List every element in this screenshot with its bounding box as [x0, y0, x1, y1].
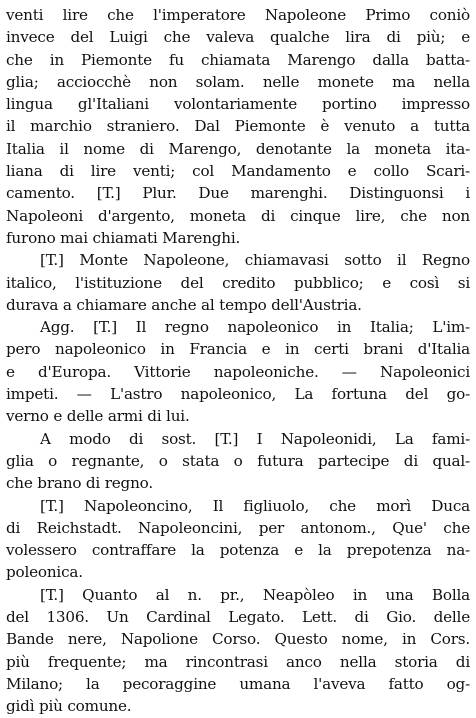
text-line-2: invece del Luigi che valeva qualche lira di più; e	[6, 28, 470, 47]
text-line-21: glia o regnante, o stata o futura partecipe di qual-	[6, 451, 470, 470]
text-line-22: che brano di regno.	[6, 474, 153, 493]
text-line-17: e d'Europa. Vittorie napoleoniche. — Napoleonici	[6, 362, 470, 381]
text-line-7: Italia il nome di Marengo, denotante la moneta ita-	[6, 139, 470, 158]
text-line-11: furono mai chiamati Marenghi.	[6, 228, 241, 247]
text-line-13: italico, l'istituzione del credito pubblico; e così si	[6, 273, 470, 292]
text-line-27: [T.] Quanto al n. pr., Neapòleo in una Bolla	[40, 585, 470, 604]
text-line-20: A modo di sost. [T.] I Napoleonidi, La fami-	[40, 429, 470, 448]
text-line-30: più frequente; ma rincontrasi anco nella storia di	[6, 652, 470, 671]
text-line-15: Agg. [T.] Il regno napoleonico in Italia; L'im-	[40, 318, 470, 337]
text-line-19: verno e delle armi di lui.	[6, 407, 190, 426]
text-line-4: glia; acciocchè non solam. nelle monete ma nella	[6, 72, 470, 91]
text-line-12: [T.] Monte Napoleone, chiamavasi sotto il Regno	[40, 251, 470, 270]
text-line-3: che in Piemonte fu chiamata Marengo dalla batta-	[6, 50, 470, 69]
text-line-31: Milano; la pecoraggine umana l'aveva fatto og-	[6, 674, 470, 693]
text-line-14: durava a chiamare anche al tempo dell'Austria.	[6, 295, 362, 314]
text-line-28: del 1306. Un Cardinal Legato. Lett. di Gio. delle	[6, 608, 470, 627]
text-line-32: gidì più comune.	[6, 697, 132, 716]
text-line-8: liana di lire venti; col Mandamento e collo Scari-	[6, 162, 470, 181]
text-line-6: il marchio straniero. Dal Piemonte è venuto a tutta	[6, 117, 470, 136]
text-line-29: Bande nere, Napolione Corso. Questo nome, in Cors.	[6, 630, 470, 649]
text-line-9: camento. [T.] Plur. Due marenghi. Distinguonsi i	[6, 184, 470, 203]
text-line-26: poleonica.	[6, 563, 83, 582]
text-line-24: di Reichstadt. Napoleoncini, per antonom., Que' che	[6, 518, 470, 537]
text-line-23: [T.] Napoleoncino, Il figliuolo, che morì Duca	[40, 496, 470, 515]
text-line-16: pero napoleonico in Francia e in certi brani d'Italia	[6, 340, 470, 359]
text-line-25: volessero contraffare la potenza e la prepotenza na-	[6, 541, 470, 560]
text-line-1: venti lire che l'imperatore Napoleone Primo coniò	[6, 6, 470, 24]
text-line-18: impeti. — L'astro napoleonico, La fortuna del go-	[6, 385, 470, 404]
text-line-5: lingua gl'Italiani volontariamente portino impresso	[6, 95, 470, 114]
text-line-10: Napoleoni d'argento, moneta di cinque lire, che non	[6, 206, 470, 225]
